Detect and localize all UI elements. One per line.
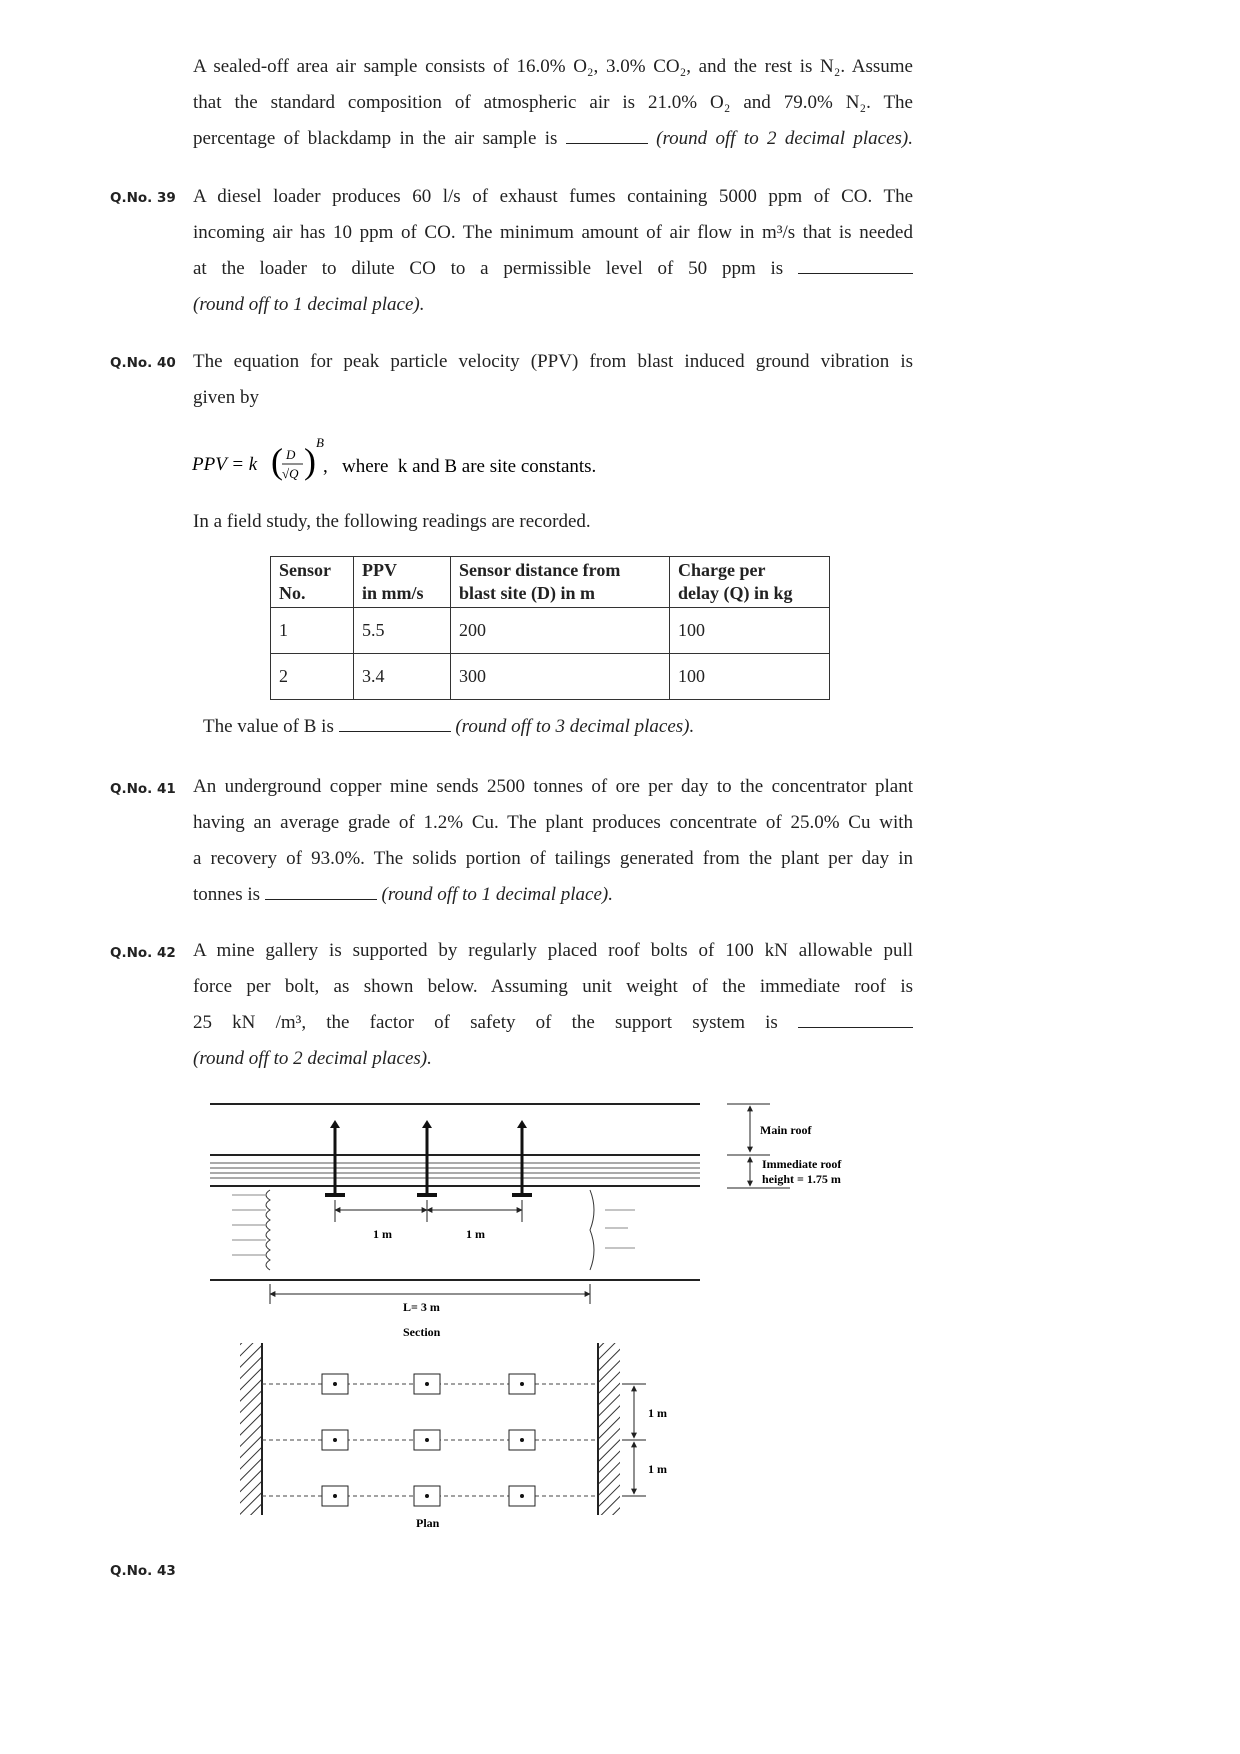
col-header-sensor: Sensor No. <box>271 557 354 608</box>
q38-rounding-note: (round off to 2 decimal places). <box>656 128 914 149</box>
q38-line-2: that the standard composition of atmospheric air is 21.0% O₂ and 79.0% N₂. The <box>193 92 913 113</box>
readings-table <box>270 556 830 700</box>
q41-text <box>193 769 913 913</box>
section-view <box>210 1104 842 1339</box>
main-roof-label: Main roof <box>760 1123 812 1137</box>
q40-intro-table: In a field study, the following readings are recorded. <box>193 511 591 532</box>
q42-rounding-note: (round off to 2 decimal places). <box>193 1048 432 1069</box>
table-cell: 100 <box>670 608 830 654</box>
table-header-row <box>271 557 830 608</box>
bolt-plate <box>414 1486 440 1506</box>
q39-rounding-note: (round off to 1 decimal place). <box>193 294 425 315</box>
bolt-plate <box>414 1374 440 1394</box>
q39-answer-blank[interactable] <box>798 257 913 274</box>
col-header-ppv: PPV in mm/s <box>354 557 451 608</box>
formula-exponent: B <box>316 435 324 450</box>
table-row <box>271 608 830 654</box>
q41-line-2: having an average grade of 1.2% Cu. The plant produces concentrate of 25.0% Cu with <box>193 812 913 833</box>
table-cell: 2 <box>271 654 354 700</box>
section-label: Section <box>403 1325 441 1339</box>
q38-line-1: A sealed-off area air sample consists of 16.0% O₂, 3.0% CO₂, and the rest is N₂. Assume <box>193 56 913 77</box>
formula-left-paren: ( <box>271 441 283 481</box>
q41-line-1: An underground copper mine sends 2500 tonnes of ore per day to the concentrator plant <box>193 776 913 797</box>
spacing-label: 1 m <box>373 1227 392 1241</box>
q40-rounding-note: (round off to 3 decimal places). <box>455 716 695 737</box>
q41-line-3: a recovery of 93.0%. The solids portion of tailings generated from the plant per day in <box>193 848 913 869</box>
immediate-roof-height-label: height = 1.75 m <box>762 1172 841 1186</box>
table-cell: 1 <box>271 608 354 654</box>
q38-line-3 <box>193 121 913 157</box>
formula-right-paren: ) <box>304 441 316 481</box>
bolt-plate <box>509 1374 535 1394</box>
q39-line-3 <box>193 251 913 287</box>
q42-line-4 <box>193 1041 913 1077</box>
immediate-roof-label: Immediate roof <box>762 1157 842 1171</box>
q43-label: Q.No. 43 <box>110 1563 176 1579</box>
table-cell: 300 <box>451 654 670 700</box>
roof-bolt <box>325 1120 345 1195</box>
q40-line-2: given by <box>193 387 259 408</box>
formula-numerator: D <box>286 447 296 462</box>
bolt-plate <box>322 1374 348 1394</box>
bolt-plate <box>509 1430 535 1450</box>
q42-line-3-text: 25 kN /m³, the factor of safety of the support system is <box>193 1012 778 1033</box>
q39-label: Q.No. 39 <box>110 190 176 206</box>
q38-line-3-text: percentage of blackdamp in the air sample is <box>193 128 558 149</box>
col-header-charge: Charge per delay (Q) in kg <box>670 557 830 608</box>
ppv-formula <box>190 432 650 492</box>
table-cell: 100 <box>670 654 830 700</box>
roof-bolt-figure <box>0 1090 1240 1540</box>
q41-answer-blank[interactable] <box>265 883 377 900</box>
q39-line-2: incoming air has 10 ppm of CO. The minimum amount of air flow in m³/s that is needed <box>193 222 913 243</box>
q39-line-4 <box>193 287 913 323</box>
table-cell: 3.4 <box>354 654 451 700</box>
table-row <box>271 654 830 700</box>
col-header-distance: Sensor distance from blast site (D) in m <box>451 557 670 608</box>
q41-line-4 <box>193 877 913 913</box>
q42-label: Q.No. 42 <box>110 945 176 961</box>
plan-label: Plan <box>416 1516 440 1530</box>
formula-rest: , where k and B are site constants. <box>323 456 597 477</box>
bolt-plate <box>509 1486 535 1506</box>
plan-view <box>240 1343 667 1530</box>
q39-line-1: A diesel loader produces 60 l/s of exhaust fumes containing 5000 ppm of CO. The <box>193 186 913 207</box>
plan-spacing-label: 1 m <box>648 1406 667 1420</box>
q40-text <box>193 344 913 416</box>
q40-question-line <box>203 715 694 738</box>
bolt-plate <box>414 1430 440 1450</box>
q40-answer-blank[interactable] <box>339 715 451 732</box>
q39-text <box>193 179 913 323</box>
spacing-label: 1 m <box>466 1227 485 1241</box>
q42-answer-blank[interactable] <box>798 1011 913 1028</box>
span-label: L= 3 m <box>403 1300 440 1314</box>
q40-line-1: The equation for peak particle velocity (PPV) from blast induced ground vibration is <box>193 351 913 372</box>
q39-line-3-text: at the loader to dilute CO to a permissible level of 50 ppm is <box>193 258 784 279</box>
q38-answer-blank[interactable] <box>566 127 648 144</box>
formula-lhs: PPV = k <box>192 454 258 475</box>
bolt-plate <box>322 1486 348 1506</box>
plan-spacing-label: 1 m <box>648 1462 667 1476</box>
q42-line-1: A mine gallery is supported by regularly placed roof bolts of 100 kN allowable pull <box>193 940 913 961</box>
q40-label: Q.No. 40 <box>110 355 176 371</box>
table-cell: 5.5 <box>354 608 451 654</box>
left-pillar-hatch <box>240 1343 262 1515</box>
q42-text <box>193 933 913 1077</box>
table-cell: 200 <box>451 608 670 654</box>
q42-line-3 <box>193 1005 913 1041</box>
right-rib-wall <box>590 1190 594 1270</box>
q38-text <box>193 49 913 157</box>
roof-bolt <box>417 1120 437 1195</box>
bolt-plate <box>322 1430 348 1450</box>
roof-bolt <box>512 1120 532 1195</box>
q42-line-2: force per bolt, as shown below. Assuming unit weight of the immediate roof is <box>193 976 913 997</box>
formula-denominator: √Q <box>282 466 299 481</box>
right-pillar-hatch <box>598 1343 620 1515</box>
q40-value-of-b-text: The value of B is <box>203 716 334 737</box>
q41-line-4-text: tonnes is <box>193 884 261 905</box>
left-rib-wall <box>266 1190 270 1270</box>
q41-label: Q.No. 41 <box>110 781 176 797</box>
q41-rounding-note: (round off to 1 decimal place). <box>381 884 614 905</box>
